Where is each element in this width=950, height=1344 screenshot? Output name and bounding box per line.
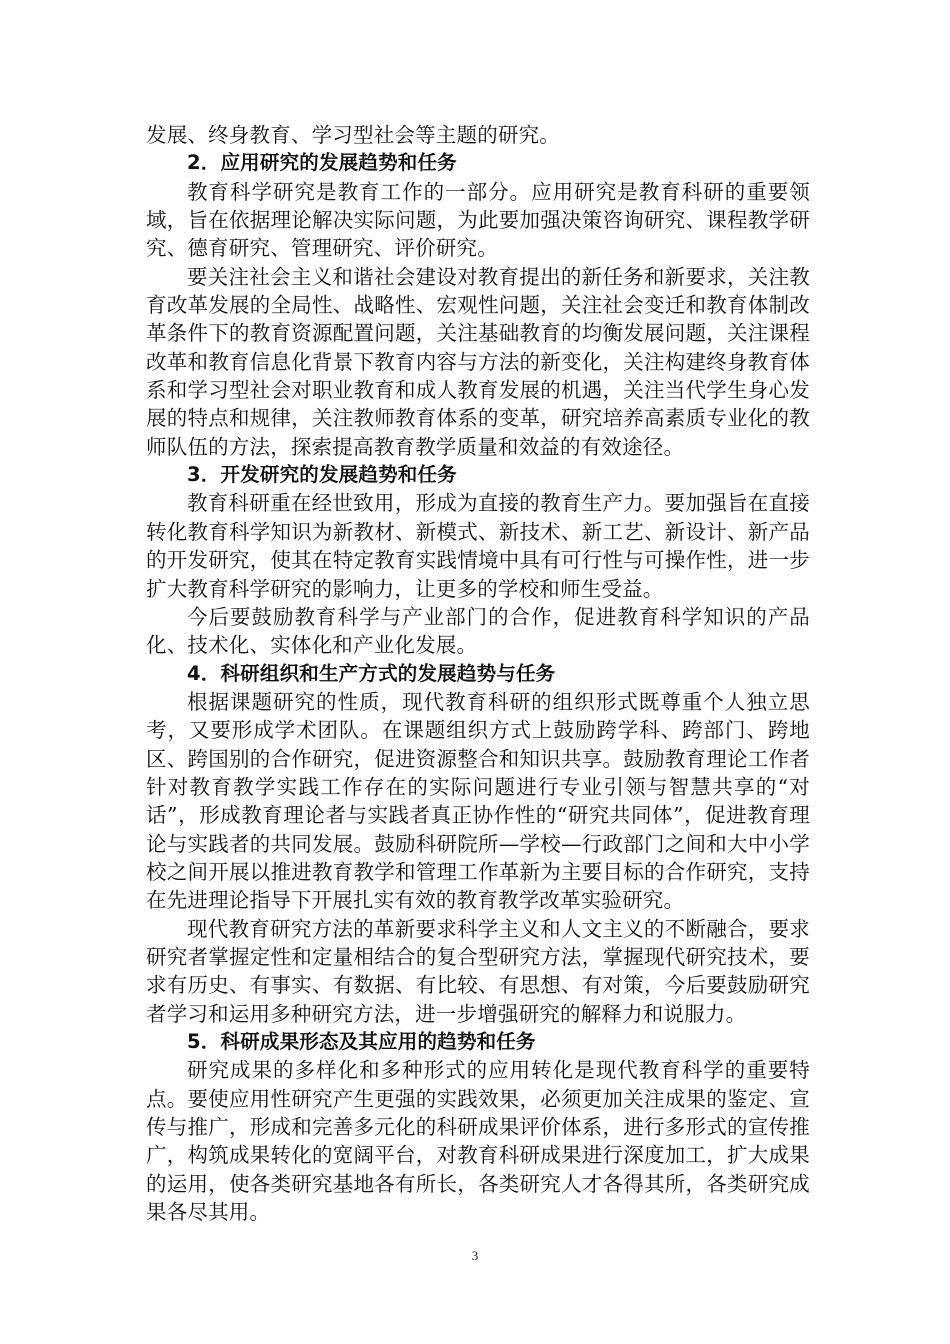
section-heading-3: 3．开发研究的发展趋势和任务	[187, 463, 457, 487]
paragraph: 研究成果的多样化和多种形式的应用转化是现代教育科学的重要特点。要使应用性研究产生更强的实践效果，必须更加关注成果的鉴定、宣传与推广，形成和完善多元化的科研成果评价体系，进行多形式的宣传推广，构筑成果转化的宽阔平台，对教育科研成果进行深度加工，扩大成果的运用，使各类研究基地各有所长，各类研究人才各得其所，各类研究成果各尽其用。	[146, 1058, 810, 1225]
document-body	[146, 121, 810, 1226]
section-heading-2: 2．应用研究的发展趋势和任务	[187, 151, 457, 175]
paragraph: 教育科学研究是教育工作的一部分。应用研究是教育科研的重要领域，旨在依据理论解决实际问题，为此要加强决策咨询研究、课程教学研究、德育研究、管理研究、评价研究。	[146, 179, 810, 261]
section-heading-4: 4．科研组织和生产方式的发展趋势与任务	[187, 661, 556, 685]
paragraph: 教育科研重在经世致用，形成为直接的教育生产力。要加强旨在直接转化教育科学知识为新教材、新模式、新技术、新工艺、新设计、新产品的开发研究，使其在特定教育实践情境中具有可行性与可操作性，进一步扩大教育科学研究的影响力，让更多的学校和师生受益。	[146, 491, 810, 601]
paragraph: 现代教育研究方法的革新要求科学主义和人文主义的不断融合，要求研究者掌握定性和定量相结合的复合型研究方法，掌握现代研究技术，要求有历史、有事实、有数据、有比较、有思想、有对策，今后要鼓励研究者学习和运用多种研究方法，进一步增强研究的解释力和说服力。	[146, 916, 810, 1026]
page-number: 3	[471, 1248, 479, 1263]
paragraph: 要关注社会主义和谐社会建设对教育提出的新任务和新要求，关注教育改革发展的全局性、战略性、宏观性问题，关注社会变迁和教育体制改革条件下的教育资源配置问题，关注基础教育的均衡发展问题，关注课程改革和教育信息化背景下教育内容与方法的新变化，关注构建终身教育体系和学习型社会对职业教育和成人教育发展的机遇，关注当代学生身心发展的特点和规律，关注教师教育体系的变革，研究培养高素质专业化的教师队伍的方法，探索提高教育教学质量和效益的有效途径。	[146, 264, 810, 459]
paragraph: 今后要鼓励教育科学与产业部门的合作，促进教育科学知识的产品化、技术化、实体化和产业化发展。	[146, 604, 810, 658]
paragraph-continuation: 发展、终身教育、学习型社会等主题的研究。	[146, 123, 560, 147]
section-heading-5: 5．科研成果形态及其应用的趋势和任务	[187, 1030, 536, 1053]
paragraph: 根据课题研究的性质，现代教育科研的组织形式既尊重个人独立思考，又要形成学术团队。在课题组织方式上鼓励跨学科、跨部门、跨地区、跨国别的合作研究，促进资源整合和知识共享。鼓励教育理论工作者针对教育教学实践工作存在的实际问题进行专业引领与智慧共享的“对话”，形成教育理论者与实践者真正协作性的“研究共同体”，促进教育理论与实践者的共同发展。鼓励科研院所—学校—行政部门之间和大中小学校之间开展以推进教育教学和管理工作革新为主要目标的合作研究，支持在先进理论指导下开展扎实有效的教育教学改革实验研究。	[146, 689, 810, 913]
